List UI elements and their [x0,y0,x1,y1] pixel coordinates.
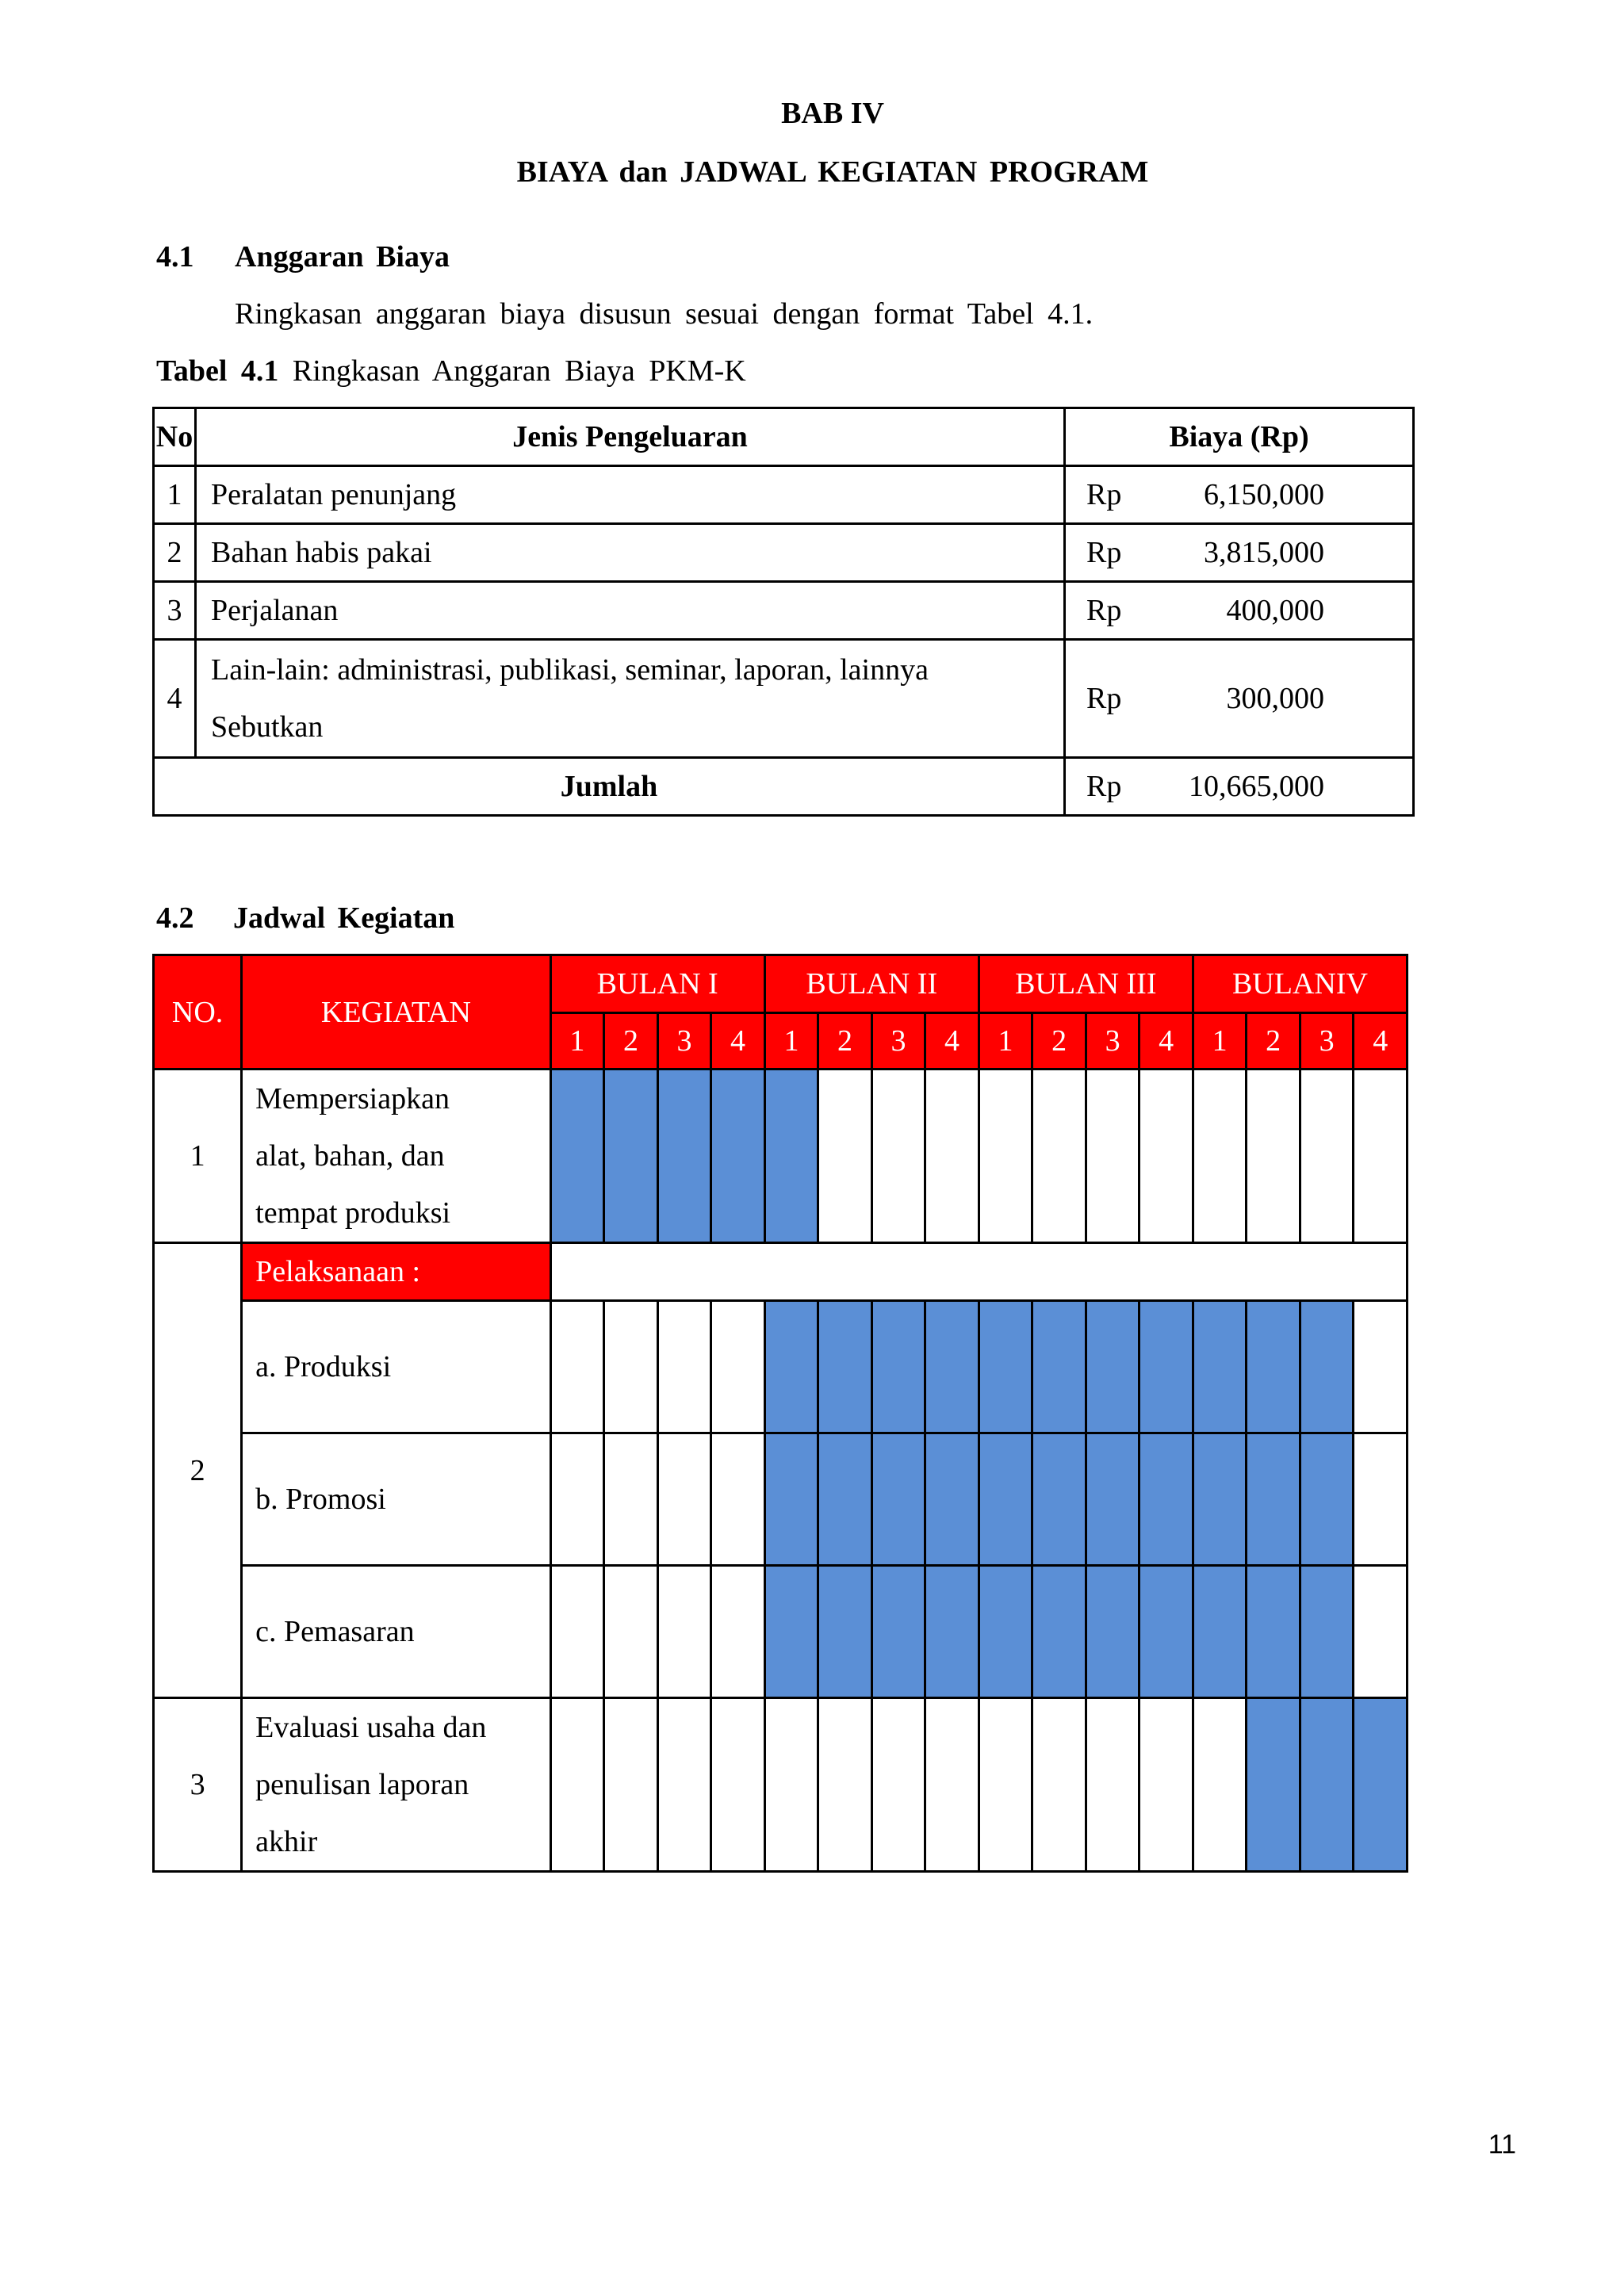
budget-total-row [154,758,1414,816]
budget-row [154,640,1414,758]
schedule-week-label: 4 [1354,1013,1408,1070]
schedule-row-activity: c. Pemasaran [242,1566,551,1698]
schedule-cell-filled [871,1566,925,1698]
schedule-cell-filled [1032,1433,1086,1566]
schedule-cell-filled [871,1433,925,1566]
currency: Rp [1086,536,1122,569]
activity-line: akhir [255,1825,318,1858]
schedule-cell-empty [1354,1433,1408,1566]
schedule-cell-filled [1032,1566,1086,1698]
schedule-cell-filled [979,1301,1032,1433]
schedule-cell-empty [657,1566,711,1698]
schedule-week-label: 4 [1139,1013,1193,1070]
schedule-table [152,954,1408,1873]
activity-line: Evaluasi usaha dan [255,1711,487,1744]
budget-row-item: Perjalanan [196,582,1065,640]
schedule-cell-empty [1247,1070,1300,1243]
activity-line: alat, bahan, dan [255,1139,445,1173]
schedule-cell-filled [818,1433,872,1566]
schedule-cell-empty [604,1433,658,1566]
schedule-cell-empty [1354,1566,1408,1698]
schedule-cell-filled [1247,1698,1300,1872]
schedule-row-activity: a. Produksi [242,1301,551,1433]
schedule-week-label: 1 [1193,1013,1247,1070]
schedule-week-label: 1 [764,1013,818,1070]
schedule-cell-filled [1300,1566,1354,1698]
schedule-cell-empty [604,1566,658,1698]
schedule-cell-empty [550,1698,604,1872]
total-amount: 10,665,000 [1189,770,1324,803]
budget-row-cost [1065,524,1414,582]
schedule-cell-filled [925,1301,979,1433]
currency: Rp [1086,770,1122,803]
budget-total-label: Jumlah [154,758,1065,816]
schedule-header-activity: KEGIATAN [242,955,551,1070]
schedule-cell-filled [1032,1301,1086,1433]
budget-row-cost [1065,640,1414,758]
schedule-cell-filled [871,1301,925,1433]
schedule-week-label: 4 [925,1013,979,1070]
schedule-cell-filled [818,1301,872,1433]
schedule-cell-empty [764,1698,818,1872]
schedule-cell-filled [1300,1301,1354,1433]
schedule-week-label: 2 [818,1013,872,1070]
table-caption-text: Ringkasan Anggaran Biaya PKM-K [278,354,746,388]
schedule-week-label: 3 [657,1013,711,1070]
schedule-cell-filled [1086,1433,1139,1566]
schedule-month: BULAN II [764,955,979,1013]
schedule-cell-filled [1300,1698,1354,1872]
chapter-subtitle: BIAYA dan JADWAL KEGIATAN PROGRAM [516,155,1149,189]
schedule-week-label: 2 [1032,1013,1086,1070]
schedule-row-activity [242,1070,551,1243]
schedule-group-label: Pelaksanaan : [242,1243,551,1301]
schedule-row [154,1566,1408,1698]
schedule-week-label: 3 [1300,1013,1354,1070]
budget-header-item: Jenis Pengeluaran [196,408,1065,466]
schedule-month-row [154,955,1408,1013]
schedule-header-no: NO. [154,955,242,1070]
schedule-cell-filled [1300,1433,1354,1566]
schedule-cell-empty [979,1070,1032,1243]
schedule-cell-filled [764,1433,818,1566]
schedule-cell-empty [1193,1070,1247,1243]
schedule-cell-empty [1139,1070,1193,1243]
schedule-cell-empty [657,1301,711,1433]
schedule-cell-empty [711,1301,765,1433]
activity-line: Mempersiapkan [255,1082,450,1115]
amount: 300,000 [1226,682,1324,715]
schedule-cell-filled [657,1070,711,1243]
section-number-4-2: 4.2 [156,901,194,935]
section-title-anggaran: Anggaran Biaya [235,240,450,274]
budget-row [154,582,1414,640]
schedule-cell-empty [550,1566,604,1698]
schedule-month: BULAN III [979,955,1193,1013]
schedule-cell-empty [818,1698,872,1872]
schedule-cell-empty [711,1698,765,1872]
table-caption [156,354,746,388]
schedule-cell-empty [657,1698,711,1872]
activity-line: tempat produksi [255,1196,451,1230]
schedule-cell-filled [925,1566,979,1698]
schedule-cell-filled [979,1566,1032,1698]
schedule-row [154,1433,1408,1566]
schedule-cell-filled [1247,1566,1300,1698]
schedule-cell-empty [818,1070,872,1243]
schedule-cell-empty [871,1070,925,1243]
schedule-month: BULANIV [1193,955,1407,1013]
schedule-month: BULAN I [550,955,764,1013]
amount: 3,815,000 [1204,536,1324,569]
budget-row [154,524,1414,582]
budget-row-cost [1065,582,1414,640]
budget-table [152,407,1415,817]
schedule-week-label: 3 [871,1013,925,1070]
schedule-cell-empty [1032,1698,1086,1872]
schedule-cell-empty [550,1301,604,1433]
budget-row-item: Bahan habis pakai [196,524,1065,582]
schedule-cell-filled [1086,1301,1139,1433]
schedule-row [154,1301,1408,1433]
schedule-cell-filled [1193,1433,1247,1566]
budget-row-no: 2 [154,524,196,582]
currency: Rp [1086,682,1122,715]
schedule-cell-filled [1139,1566,1193,1698]
budget-row [154,466,1414,524]
budget-header-row [154,408,1414,466]
schedule-cell-filled [1086,1566,1139,1698]
budget-header-no: No [154,408,196,466]
schedule-row-no: 3 [154,1698,242,1872]
schedule-cell-empty [925,1698,979,1872]
schedule-cell-filled [818,1566,872,1698]
schedule-cell-filled [1139,1433,1193,1566]
schedule-cell-filled [1139,1301,1193,1433]
schedule-cell-filled [550,1070,604,1243]
currency: Rp [1086,478,1122,511]
schedule-cell-empty [657,1433,711,1566]
schedule-cell-filled [1193,1301,1247,1433]
schedule-cell-empty [1193,1698,1247,1872]
schedule-cell-empty [1086,1070,1139,1243]
schedule-cell-empty [1354,1070,1408,1243]
budget-row-no: 4 [154,640,196,758]
schedule-cell-filled [604,1070,658,1243]
schedule-week-label: 2 [604,1013,658,1070]
budget-total-cost [1065,758,1414,816]
schedule-week-label: 1 [979,1013,1032,1070]
schedule-cell-empty [604,1301,658,1433]
schedule-row [154,1070,1408,1243]
section-title-jadwal: Jadwal Kegiatan [233,901,455,935]
schedule-cell-filled [979,1433,1032,1566]
page-number: 11 [1488,2130,1516,2160]
schedule-cell-filled [1193,1566,1247,1698]
schedule-row-no: 2 [154,1243,242,1698]
currency: Rp [1086,594,1122,627]
budget-row-item-line1: Lain-lain: administrasi, publikasi, seminar, laporan, lainnya [211,653,929,687]
schedule-cell-filled [1247,1433,1300,1566]
schedule-cell-empty [1139,1698,1193,1872]
schedule-week-label: 2 [1247,1013,1300,1070]
schedule-group-blank [550,1243,1407,1301]
section-paragraph: Ringkasan anggaran biaya disusun sesuai dengan format Tabel 4.1. [235,297,1094,331]
schedule-week-label: 1 [550,1013,604,1070]
activity-line: penulisan laporan [255,1768,469,1801]
schedule-cell-empty [925,1070,979,1243]
schedule-cell-empty [604,1698,658,1872]
schedule-cell-empty [979,1698,1032,1872]
budget-row-cost [1065,466,1414,524]
schedule-row-activity: b. Promosi [242,1433,551,1566]
schedule-row-no: 1 [154,1070,242,1243]
schedule-cell-filled [764,1070,818,1243]
budget-row-no: 1 [154,466,196,524]
schedule-week-label: 3 [1086,1013,1139,1070]
schedule-cell-empty [1354,1301,1408,1433]
schedule-cell-filled [764,1566,818,1698]
schedule-group-row [154,1243,1408,1301]
schedule-cell-empty [711,1433,765,1566]
budget-row-item: Peralatan penunjang [196,466,1065,524]
schedule-cell-filled [925,1433,979,1566]
budget-row-item-line2: Sebutkan [211,710,324,744]
schedule-cell-empty [1300,1070,1354,1243]
schedule-row-activity [242,1698,551,1872]
schedule-cell-filled [764,1301,818,1433]
budget-row-item [196,640,1065,758]
schedule-cell-filled [711,1070,765,1243]
schedule-week-label: 4 [711,1013,765,1070]
table-caption-label: Tabel 4.1 [156,354,279,388]
budget-header-cost: Biaya (Rp) [1065,408,1414,466]
schedule-cell-empty [1086,1698,1139,1872]
section-number-4-1: 4.1 [156,240,194,274]
schedule-cell-empty [871,1698,925,1872]
schedule-cell-empty [711,1566,765,1698]
chapter-title: BAB IV [781,97,884,130]
budget-row-no: 3 [154,582,196,640]
schedule-cell-empty [1032,1070,1086,1243]
schedule-cell-filled [1247,1301,1300,1433]
schedule-cell-filled [1354,1698,1408,1872]
amount: 6,150,000 [1204,478,1324,511]
schedule-cell-empty [550,1433,604,1566]
schedule-row [154,1698,1408,1872]
amount: 400,000 [1226,594,1324,627]
